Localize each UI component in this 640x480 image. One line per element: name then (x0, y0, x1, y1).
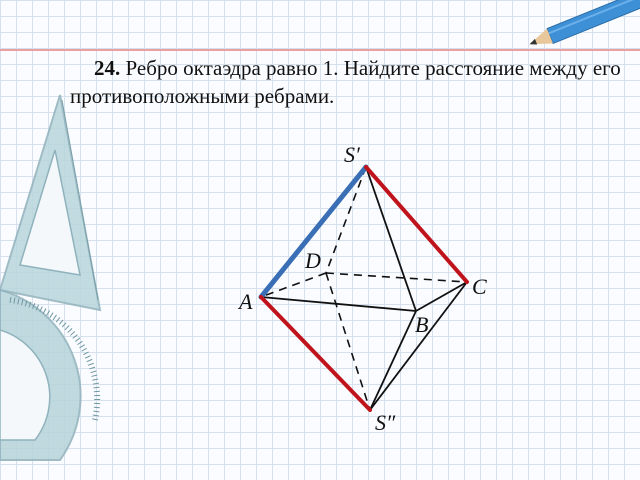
edge-b-c (416, 282, 467, 311)
edge-s-top-a-highlight (261, 167, 366, 297)
label-c: C (472, 274, 487, 299)
problem-number: 24. (94, 56, 121, 80)
edge-a-s-bottom-highlight (261, 297, 370, 410)
label-a: A (239, 289, 253, 314)
edge-s-top-c-highlight (366, 167, 467, 282)
edge-d-c (326, 273, 467, 282)
label-b: B (415, 312, 429, 337)
problem-text: Ребро октаэдра равно 1. Найдите расстояние между его противоположными ребрами. (70, 56, 621, 108)
edge-c-s-bottom (370, 282, 467, 410)
edge-s-top-b (366, 167, 416, 311)
edge-a-b (261, 297, 416, 311)
label-s-top: S′ (344, 142, 360, 167)
label-s-bottom: S″ (375, 410, 396, 435)
edge-s-top-d (326, 167, 366, 273)
label-d: D (305, 248, 321, 273)
edge-b-s-bottom (370, 311, 416, 410)
